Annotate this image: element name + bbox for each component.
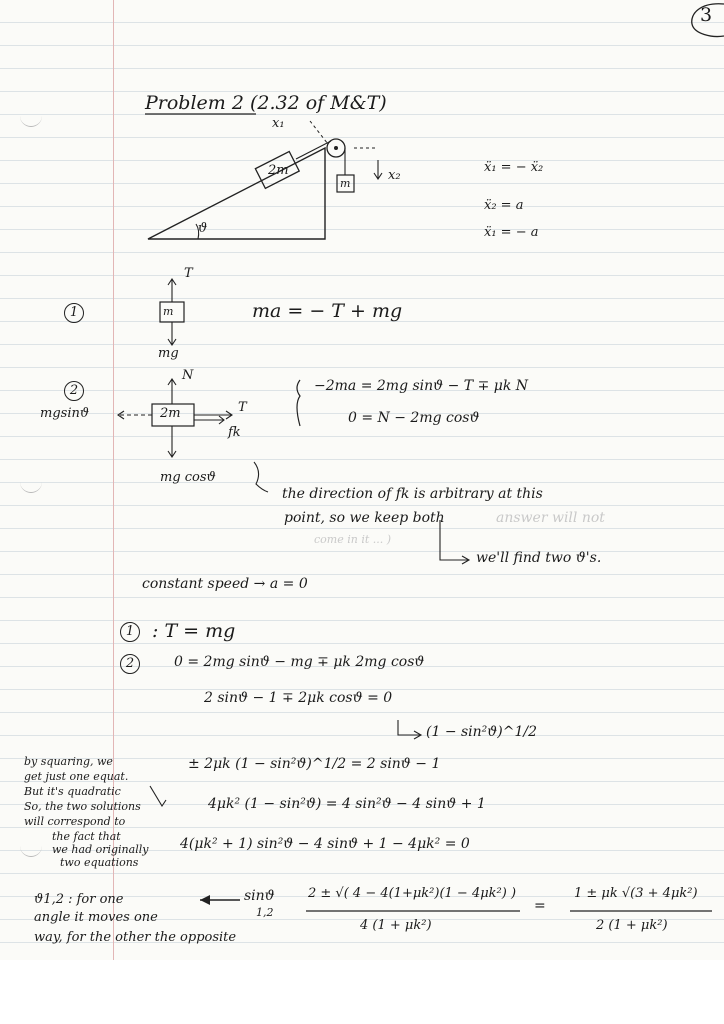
x1-label: x₁	[272, 116, 285, 131]
solution-sin-lhs: sinϑ	[244, 888, 275, 904]
fbd2-normal-label: N	[182, 368, 194, 383]
step-2-circle: 2	[64, 381, 84, 401]
rope-incline	[296, 141, 331, 159]
step-1-circle: 1	[64, 303, 84, 323]
note-brace	[254, 462, 268, 492]
bottom-note-line: way, for the other the opposite	[34, 930, 237, 945]
solution-circle-2: 2	[120, 654, 140, 674]
note-fk-line-2: point, so we keep both	[284, 510, 445, 526]
bottom-note-line: ϑ1,2 : for one	[34, 892, 124, 907]
consequence-arrow	[440, 520, 468, 560]
fbd2-block-label: 2m	[160, 406, 181, 421]
solution-equals: =	[534, 898, 546, 914]
note-fk-consequence: we'll find two ϑ's.	[476, 550, 602, 566]
angle-label: ϑ	[198, 221, 208, 236]
solution-equation-4: ± 2μk (1 − sin²ϑ)^1/2 = 2 sinϑ − 1	[188, 756, 441, 772]
fbd2-weight-label: mg cosϑ	[160, 470, 216, 485]
solution-equation-5: 4μk² (1 − sin²ϑ) = 4 sin²ϑ − 4 sinϑ + 1	[208, 796, 486, 812]
page-number-circle	[692, 4, 724, 37]
substitution: (1 − sin²ϑ)^1/2	[426, 724, 538, 740]
fbd1-block-label: m	[163, 305, 174, 318]
side-note-line: will correspond to	[24, 815, 126, 828]
block-m-label: m	[340, 177, 351, 190]
side-note-line: But it's quadratic	[24, 785, 121, 798]
side-note-arrow	[150, 786, 166, 806]
solution-numerator-2: 1 ± μk √(3 + 4μk²)	[574, 886, 698, 901]
side-note-line: two equations	[60, 856, 139, 869]
bottom-note-line: angle it moves one	[34, 910, 158, 925]
side-note-line: we had originally	[52, 843, 149, 856]
fbd2-equation-2: 0 = N − 2mg cosϑ	[348, 410, 480, 426]
solution-equation-1: : T = mg	[152, 620, 236, 642]
solution-equation-6: 4(μk² + 1) sin²ϑ − 4 sinϑ + 1 − 4μk² = 0	[180, 836, 470, 852]
kinematics-line-1: ẍ₁ = − ẍ₂	[484, 160, 544, 175]
fbd1-weight-label: mg	[158, 346, 179, 361]
page-number: 3	[700, 4, 713, 26]
solution-equation-2: 0 = 2mg sinϑ − mg ∓ μk 2mg cosϑ	[174, 654, 425, 670]
incline-triangle	[148, 148, 325, 239]
constant-speed-line: constant speed → a = 0	[142, 576, 308, 592]
note-fk-line-1: the direction of fk is arbitrary at this	[282, 486, 543, 502]
side-note-line: get just one equat.	[24, 770, 129, 783]
solution-denominator-2: 2 (1 + μk²)	[596, 918, 668, 933]
solution-equation-3: 2 sinϑ − 1 ∓ 2μk cosϑ = 0	[204, 690, 393, 706]
block-2m-label: 2m	[268, 163, 289, 178]
kinematics-line-3: ẍ₁ = − a	[484, 225, 539, 240]
fbd2-equation-1: −2ma = 2mg sinϑ − T ∓ μk N	[314, 378, 529, 394]
fbd2-sin-label: mgsinϑ	[40, 406, 90, 421]
x1-axis-dashed	[310, 121, 328, 144]
side-note-line: the fact that	[52, 830, 121, 843]
solution-circle-1: 1	[120, 622, 140, 642]
solution-numerator-1: 2 ± √( 4 − 4(1+μk²)(1 − 4μk²) )	[308, 886, 517, 901]
side-note-line: by squaring, we	[24, 755, 113, 768]
solution-sin-subscript: 1,2	[256, 906, 274, 919]
problem-title: Problem 2 (2.32 of M&T)	[145, 92, 387, 114]
note-fk-faint-1: answer will not	[496, 510, 605, 526]
system-brace	[297, 380, 300, 426]
side-note-line: So, the two solutions	[24, 800, 141, 813]
fbd2-friction-label: fk	[228, 425, 241, 440]
solution-denominator-1: 4 (1 + μk²)	[360, 918, 432, 933]
fbd2-tension-label: T	[238, 400, 247, 415]
x2-label: x₂	[388, 168, 401, 183]
fbd1-tension-label: T	[184, 266, 193, 281]
fbd1-equation: ma = − T + mg	[252, 300, 403, 322]
kinematics-line-2: ẍ₂ = a	[484, 198, 524, 213]
note-fk-faint-2: come in it ... )	[314, 533, 392, 546]
pulley-axle	[334, 146, 338, 150]
